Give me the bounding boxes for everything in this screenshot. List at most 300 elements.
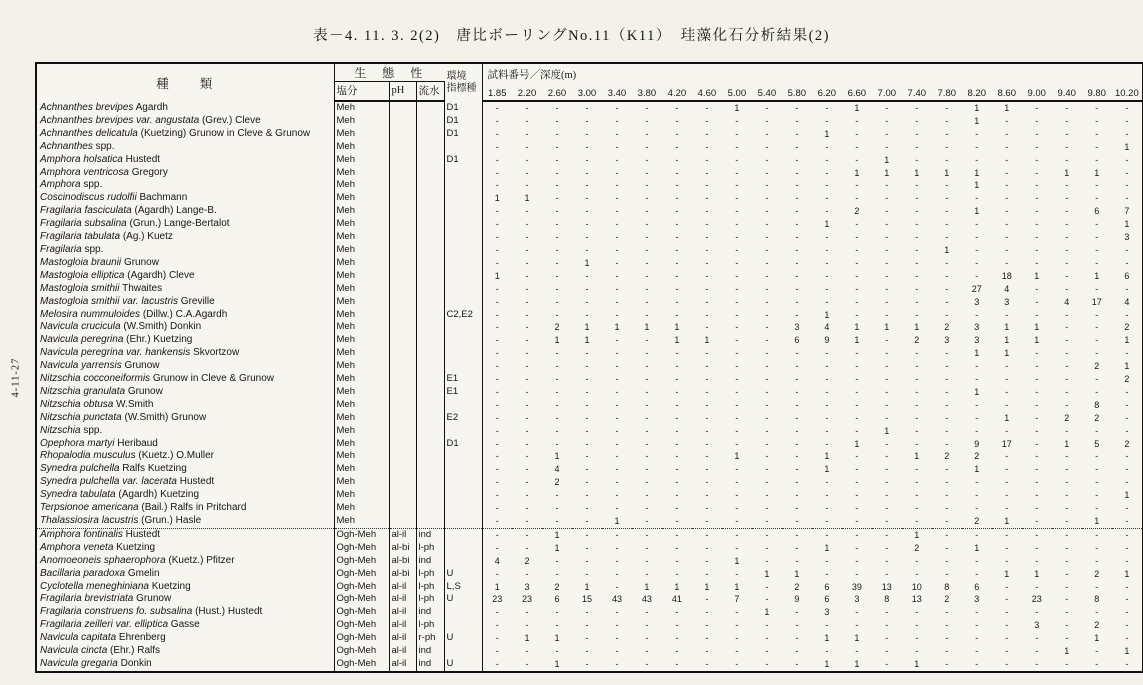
count-cell: - <box>855 257 859 268</box>
diatom-result-table-sheet <box>35 62 1143 673</box>
count-cell: - <box>1125 115 1129 126</box>
count-cell: - <box>945 232 949 243</box>
species-row <box>37 606 1142 619</box>
count-cell: - <box>1065 219 1069 230</box>
count-cell: - <box>765 425 769 436</box>
salinity-cell: Meh <box>334 115 389 128</box>
count-cell: - <box>675 115 679 126</box>
species-authority: Ralfs Kuetzing <box>119 463 187 475</box>
count-cell: - <box>915 490 919 501</box>
count-cell: - <box>765 309 769 320</box>
count-cell: - <box>765 503 769 514</box>
count-cell: - <box>705 141 709 152</box>
count-cell: 1 <box>1124 646 1130 657</box>
count-cell: - <box>765 283 769 294</box>
count-cell: - <box>1125 620 1129 631</box>
count-cell: - <box>1035 180 1039 191</box>
count-cell: - <box>735 646 739 657</box>
count-cell: - <box>1065 115 1069 126</box>
salinity-cell: Meh <box>334 334 389 347</box>
count-cell: - <box>915 257 919 268</box>
flow-cell <box>416 296 444 309</box>
count-cell: - <box>945 607 949 618</box>
species-authority: (Kuetz.) O.Muller <box>135 450 214 462</box>
count-cell: - <box>945 490 949 501</box>
ph-cell <box>389 257 416 270</box>
count-cell: - <box>705 516 709 526</box>
count-cell: - <box>1035 283 1039 294</box>
count-cell: - <box>645 309 649 320</box>
salinity-cell: Meh <box>334 476 389 489</box>
count-cell: - <box>1035 154 1039 165</box>
count-cell: - <box>1082 528 1112 541</box>
count-cell: - <box>1065 270 1069 281</box>
flow-cell <box>416 218 444 231</box>
flow-cell <box>416 425 444 438</box>
count-cell: 6 <box>974 581 980 592</box>
count-cell: - <box>855 542 859 553</box>
count-cell: - <box>585 555 589 566</box>
count-cell: - <box>855 232 859 243</box>
count-cell: - <box>525 438 529 449</box>
species-authority: (Agardh) Lange-B. <box>131 205 217 217</box>
species-authority: (Grun.) Hasle <box>138 515 202 526</box>
count-cell: - <box>585 425 589 436</box>
depth-header: 9.00 <box>1022 82 1052 102</box>
species-row <box>37 101 1142 115</box>
ph-cell <box>389 296 416 309</box>
flow-cell <box>416 309 444 322</box>
species-cell <box>37 515 334 528</box>
count-cell: - <box>525 477 529 488</box>
count-cell: - <box>525 180 529 191</box>
count-cell: - <box>1035 296 1039 307</box>
count-cell: - <box>1005 620 1009 631</box>
count-cell: - <box>1125 180 1129 191</box>
species-cell <box>37 645 334 658</box>
count-cell: - <box>885 490 889 501</box>
count-cell: - <box>645 568 649 579</box>
count-cell: - <box>795 438 799 449</box>
page-title: 表－4. 11. 3. 2(2) 唐比ボーリングNo.11（K11） 珪藻化石分析結果(2) <box>313 28 830 44</box>
salinity-cell: Meh <box>334 450 389 463</box>
count-cell: - <box>1035 633 1039 644</box>
count-cell: 2 <box>554 322 560 333</box>
count-cell: - <box>525 542 529 553</box>
count-cell: 1 <box>1124 568 1130 579</box>
count-cell: - <box>1125 451 1129 462</box>
count-cell: - <box>645 206 649 217</box>
count-cell: - <box>885 438 889 449</box>
count-cell: 1 <box>824 464 830 475</box>
count-cell: - <box>1095 154 1099 165</box>
ph-cell <box>389 360 416 373</box>
count-cell: - <box>765 128 769 139</box>
env-indicator-cell <box>444 167 482 180</box>
flow-cell <box>416 515 444 528</box>
count-cell: - <box>735 438 739 449</box>
count-cell: 41 <box>671 594 682 605</box>
count-cell: - <box>795 309 799 320</box>
count-cell: - <box>615 219 619 230</box>
count-cell: - <box>885 386 889 397</box>
ph-cell <box>389 425 416 438</box>
count-cell: 3 <box>974 296 980 307</box>
count-cell: - <box>795 399 799 410</box>
count-cell: - <box>735 490 739 501</box>
count-cell: - <box>525 490 529 501</box>
count-cell: 10 <box>911 581 922 592</box>
count-cell: - <box>1065 154 1069 165</box>
count-cell: - <box>825 193 829 204</box>
count-cell: - <box>585 386 589 397</box>
count-cell: 1 <box>1004 335 1010 346</box>
count-cell: - <box>1125 542 1129 553</box>
count-cell: - <box>645 555 649 566</box>
species-row <box>37 502 1142 515</box>
count-cell: 1 <box>944 244 950 255</box>
count-cell: - <box>705 464 709 475</box>
depth-header: 6.20 <box>812 82 842 102</box>
count-cell: - <box>1095 646 1099 657</box>
count-cell: - <box>675 128 679 139</box>
species-name: Navicula peregrina var. hankensis <box>40 347 191 359</box>
count-cell: - <box>615 270 619 281</box>
count-cell: 1 <box>734 103 740 113</box>
count-cell: - <box>765 620 769 631</box>
count-cell: - <box>555 270 559 281</box>
count-cell: - <box>945 270 949 281</box>
count-cell: - <box>765 270 769 281</box>
count-cell: - <box>675 244 679 255</box>
count-cell: - <box>1095 581 1099 592</box>
count-cell: - <box>932 528 962 541</box>
count-cell: - <box>855 270 859 281</box>
species-name: Navicula cincta <box>40 645 108 657</box>
count-cell: - <box>765 490 769 501</box>
count-cell: - <box>645 425 649 436</box>
count-cell: - <box>975 620 979 631</box>
count-cell: - <box>885 516 889 526</box>
count-cell: - <box>585 620 589 631</box>
count-cell: - <box>525 386 529 397</box>
count-cell: - <box>795 180 799 191</box>
species-authority: Grunow in Cleve & Grunow <box>150 373 274 385</box>
count-cell: - <box>825 425 829 436</box>
count-cell: - <box>945 115 949 126</box>
count-cell: - <box>1125 464 1129 475</box>
count-cell: 1 <box>1004 103 1010 113</box>
count-cell: 1 <box>914 658 920 669</box>
count-cell: 23 <box>521 594 532 605</box>
species-cell <box>37 476 334 489</box>
count-cell: - <box>645 270 649 281</box>
salinity-cell: Meh <box>334 218 389 231</box>
count-cell: 2 <box>944 322 950 333</box>
count-cell: - <box>495 425 499 436</box>
count-cell: - <box>735 206 739 217</box>
count-cell: 39 <box>851 581 862 592</box>
count-cell: - <box>705 361 709 372</box>
count-cell: - <box>1005 542 1009 553</box>
count-cell: 1 <box>914 451 920 462</box>
ph-cell: al-il <box>389 581 416 594</box>
count-cell: - <box>735 180 739 191</box>
count-cell: - <box>825 232 829 243</box>
count-cell: - <box>825 296 829 307</box>
count-cell: - <box>705 180 709 191</box>
count-cell: - <box>915 503 919 514</box>
count-cell: - <box>525 516 529 526</box>
count-cell: 13 <box>881 581 892 592</box>
count-cell: - <box>885 658 889 669</box>
species-authority: (W.Smith) Donkin <box>120 321 202 333</box>
count-cell: - <box>1065 193 1069 204</box>
count-cell: - <box>645 219 649 230</box>
count-cell: - <box>675 219 679 230</box>
count-cell: 1 <box>554 633 560 644</box>
count-cell: - <box>915 103 919 113</box>
count-cell: - <box>945 477 949 488</box>
count-cell: - <box>585 490 589 501</box>
count-cell: 2 <box>554 477 560 488</box>
depth-header: 5.40 <box>752 82 782 102</box>
count-cell: - <box>615 180 619 191</box>
count-cell: - <box>645 477 649 488</box>
count-cell: - <box>585 658 589 669</box>
salinity-cell: Ogh-Meh <box>334 528 389 541</box>
ph-cell <box>389 141 416 154</box>
count-cell: 2 <box>794 581 800 592</box>
count-cell: - <box>855 128 859 139</box>
count-cell: - <box>1035 361 1039 372</box>
species-name: Amphora <box>40 179 81 191</box>
count-cell: - <box>1125 503 1129 514</box>
count-cell: - <box>1125 399 1129 410</box>
count-cell: - <box>825 257 829 268</box>
count-cell: - <box>705 412 709 423</box>
count-cell: - <box>525 658 529 669</box>
count-cell: - <box>855 425 859 436</box>
count-cell: - <box>1035 219 1039 230</box>
count-cell: - <box>795 167 799 178</box>
count-cell: - <box>555 620 559 631</box>
count-cell: 2 <box>1124 374 1130 385</box>
species-name: Achnanthes <box>40 140 93 152</box>
count-cell: - <box>962 528 992 541</box>
env-indicator-cell <box>444 205 482 218</box>
count-cell: - <box>765 322 769 333</box>
count-cell: - <box>1125 386 1129 397</box>
count-cell: 1 <box>884 322 890 333</box>
ph-cell <box>389 476 416 489</box>
count-cell: 1 <box>884 167 890 178</box>
count-cell: - <box>855 568 859 579</box>
count-cell: - <box>915 361 919 372</box>
count-cell: - <box>915 646 919 657</box>
species-authority: Gasse <box>168 619 200 631</box>
env-indicator-cell: D1 <box>444 115 482 128</box>
count-cell: - <box>555 232 559 243</box>
count-cell: - <box>1035 309 1039 320</box>
count-cell: - <box>1035 607 1039 618</box>
species-name: Cyclotella meneghiniana <box>40 580 149 592</box>
species-cell <box>37 283 334 296</box>
count-cell: - <box>495 335 499 346</box>
count-cell: - <box>585 270 589 281</box>
salinity-cell: Meh <box>334 244 389 257</box>
count-cell: - <box>945 154 949 165</box>
species-cell <box>37 450 334 463</box>
count-cell: 1 <box>854 167 860 178</box>
ph-cell: al-il <box>389 632 416 645</box>
count-cell: - <box>885 115 889 126</box>
ph-cell <box>389 154 416 167</box>
diatom-analysis-table <box>37 64 1142 671</box>
count-cell: 1 <box>1064 167 1070 178</box>
count-cell: - <box>1095 180 1099 191</box>
count-cell: - <box>915 180 919 191</box>
flow-cell: l-ph <box>416 619 444 632</box>
species-authority: (Grev.) Cleve <box>199 114 261 126</box>
count-cell: - <box>735 658 739 669</box>
species-cell <box>37 257 334 270</box>
count-cell: - <box>1125 257 1129 268</box>
count-cell: - <box>1005 633 1009 644</box>
count-cell: - <box>975 555 979 566</box>
flow-cell <box>416 489 444 502</box>
salinity-cell: Ogh-Meh <box>334 542 389 555</box>
species-name: Coscinodiscus rudolfii <box>40 192 137 204</box>
count-cell: - <box>1095 232 1099 243</box>
count-cell: - <box>765 646 769 657</box>
ph-cell: al-bi <box>389 555 416 568</box>
species-row <box>37 309 1142 322</box>
count-cell: - <box>525 154 529 165</box>
count-cell: - <box>585 348 589 359</box>
depth-header: 5.80 <box>782 82 812 102</box>
count-cell: - <box>885 646 889 657</box>
depth-header: 8.60 <box>992 82 1022 102</box>
count-cell: - <box>615 412 619 423</box>
env-indicator-cell <box>444 231 482 244</box>
count-cell: 1 <box>1094 633 1100 644</box>
flow-cell: ind <box>416 528 444 541</box>
count-cell: - <box>915 283 919 294</box>
count-cell: 1 <box>584 581 590 592</box>
count-cell: - <box>675 620 679 631</box>
count-cell: 1 <box>1124 490 1130 501</box>
count-cell: 1 <box>824 451 830 462</box>
count-cell: - <box>915 128 919 139</box>
ph-cell <box>389 270 416 283</box>
count-cell: - <box>645 658 649 669</box>
count-cell: - <box>1005 451 1009 462</box>
species-authority: Agardh <box>133 101 168 113</box>
salinity-cell: Ogh-Meh <box>334 632 389 645</box>
count-cell: 1 <box>1094 167 1100 178</box>
ph-cell <box>389 192 416 205</box>
count-cell: - <box>885 296 889 307</box>
salinity-cell: Meh <box>334 192 389 205</box>
species-cell <box>37 167 334 180</box>
count-cell: 1 <box>974 464 980 475</box>
count-cell: - <box>825 399 829 410</box>
count-cell: 9 <box>974 438 980 449</box>
count-cell: - <box>765 141 769 152</box>
count-cell: - <box>735 568 739 579</box>
count-cell: 1 <box>554 542 560 553</box>
count-cell: - <box>705 115 709 126</box>
count-cell: - <box>1065 180 1069 191</box>
count-cell: - <box>1065 386 1069 397</box>
species-row <box>37 167 1142 180</box>
count-cell: - <box>975 244 979 255</box>
count-cell: - <box>1095 451 1099 462</box>
species-cell <box>37 192 334 205</box>
count-cell: 1 <box>584 335 590 346</box>
env-indicator-cell <box>444 321 482 334</box>
count-cell: - <box>495 503 499 514</box>
species-row <box>37 321 1142 334</box>
count-cell: 2 <box>1094 620 1100 631</box>
flow-cell <box>416 244 444 257</box>
count-cell: - <box>645 257 649 268</box>
count-cell: - <box>1005 464 1009 475</box>
count-cell: 4 <box>1004 283 1010 294</box>
count-cell: - <box>645 283 649 294</box>
count-cell: - <box>1035 646 1039 657</box>
salinity-cell: Meh <box>334 283 389 296</box>
ph-cell <box>389 386 416 399</box>
count-cell: - <box>975 309 979 320</box>
count-cell: - <box>915 399 919 410</box>
count-cell: - <box>602 528 632 541</box>
count-cell: - <box>645 348 649 359</box>
species-cell <box>37 334 334 347</box>
species-authority: (Ehr.) Ralfs <box>107 645 161 657</box>
count-cell: - <box>675 103 679 113</box>
count-cell: - <box>795 633 799 644</box>
env-indicator-cell <box>444 218 482 231</box>
count-cell: - <box>1035 425 1039 436</box>
count-cell: 1 <box>542 528 572 541</box>
species-row <box>37 581 1142 594</box>
count-cell: 1 <box>674 322 680 333</box>
count-cell: - <box>525 283 529 294</box>
count-cell: - <box>735 270 739 281</box>
count-cell: - <box>1095 257 1099 268</box>
species-cell <box>37 593 334 606</box>
count-cell: - <box>765 193 769 204</box>
count-cell: - <box>945 464 949 475</box>
count-cell: - <box>675 399 679 410</box>
species-name: Fragilaria tabulata <box>40 231 121 243</box>
count-cell: - <box>855 503 859 514</box>
ph-cell <box>389 283 416 296</box>
count-cell: - <box>1125 594 1129 605</box>
count-cell: - <box>615 283 619 294</box>
count-cell: - <box>555 386 559 397</box>
species-cell <box>37 581 334 594</box>
count-cell: 1 <box>704 581 710 592</box>
count-cell: - <box>765 477 769 488</box>
flow-cell: l-ph <box>416 568 444 581</box>
count-cell: - <box>735 232 739 243</box>
count-cell: - <box>615 425 619 436</box>
count-cell: - <box>1005 399 1009 410</box>
count-cell: - <box>765 103 769 113</box>
